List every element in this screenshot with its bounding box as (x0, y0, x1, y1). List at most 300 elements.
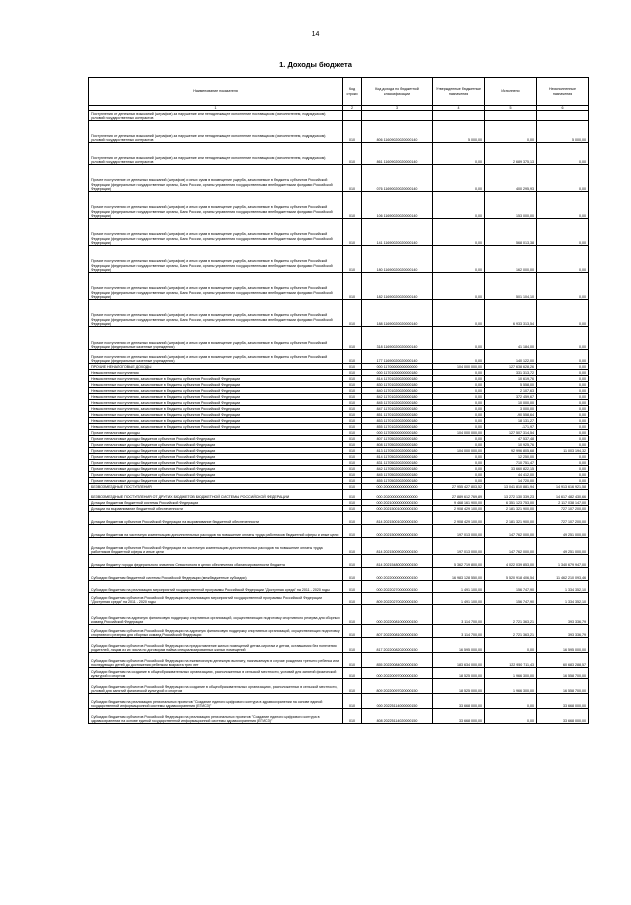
row-line-code: 010 (343, 460, 362, 466)
row-classification-code: 000 20220270000000150 (362, 581, 433, 593)
row-name: Невыясненные поступления (89, 370, 343, 376)
header-unexecuted: Неисполненные назначения (537, 78, 589, 106)
row-name: Невыясненные поступления, зачисляемые в бюджеты субъектов Российской Федерации (89, 412, 343, 418)
table-row (89, 490, 589, 500)
row-classification-code: 814 11701020020000180 (362, 376, 433, 382)
row-approved: 18 525 000,00 (433, 679, 485, 694)
row-executed: 2 107,63 (485, 388, 537, 394)
row-classification-code: 830 11701020020000180 (362, 382, 433, 388)
row-line-code: 010 (343, 436, 362, 442)
table-row (89, 709, 589, 724)
row-unexecuted: 1 334 352,10 (537, 593, 589, 605)
row-classification-code: 807 20220081020000150 (362, 625, 433, 638)
row-classification-code: 813 11705020020000180 (362, 448, 433, 454)
row-unexecuted: 393 336,79 (537, 625, 589, 638)
row-approved: 0,00 (433, 376, 485, 382)
row-executed: 710 751,47 (485, 460, 537, 466)
row-approved: 2 908 429 100,00 (433, 512, 485, 525)
row-executed: 10 619,76 (485, 376, 537, 382)
row-unexecuted: 0,00 (537, 430, 589, 436)
header-approved: Утвержденные бюджетные назначения (433, 78, 485, 106)
row-executed: 13 041 810 881,94 (485, 484, 537, 490)
row-executed: 122 950 711,43 (485, 653, 537, 668)
row-line-code: 010 (343, 525, 362, 538)
row-executed: 147 762 000,00 (485, 538, 537, 555)
row-name: Невыясненные поступления, зачисляемые в бюджеты субъектов Российской Федерации (89, 394, 343, 400)
row-line-code: 010 (343, 192, 362, 219)
row-approved: 0,00 (433, 370, 485, 376)
column-number: 2 (343, 106, 362, 111)
row-classification-code: 180 11690020020000140 (362, 246, 433, 273)
row-line-code: 010 (343, 246, 362, 273)
row-unexecuted: 0,00 (537, 376, 589, 382)
row-name: ПРОЧИЕ НЕНАЛОГОВЫЕ ДОХОДЫ (89, 364, 343, 370)
row-classification-code: 000 20210000000000150 (362, 500, 433, 506)
row-name: Прочие неналоговые доходы бюджетов субъектов Российской Федерации (89, 448, 343, 454)
row-classification-code: 845 11701020020000180 (362, 400, 433, 406)
row-line-code: 010 (343, 430, 362, 436)
row-name: Дотации бюджетам бюджетной системы Российской Федерации (89, 500, 343, 506)
row-unexecuted: 0,00 (537, 246, 589, 273)
row-name: Субсидии бюджетам бюджетной системы Российской Федерации (межбюджетные субсидии) (89, 568, 343, 581)
row-classification-code: 855 11705020020000180 (362, 478, 433, 484)
row-name: Прочие поступления от денежных взысканий (штрафов) и иных сумм в возмещение ущерба, зачисляемые в бюджеты субъектов Российской Федерации (федеральные государственные органы, Банк России, органы управления государственными внебюджетными фондами Российской Федерации) (89, 192, 343, 219)
row-unexecuted: 0,00 (537, 424, 589, 430)
row-unexecuted: 11 462 210 093,46 (537, 568, 589, 581)
row-classification-code: 318 11690020020000140 (362, 327, 433, 350)
table-row (89, 165, 589, 192)
table-row (89, 555, 589, 568)
row-classification-code: 000 11705000000000180 (362, 430, 433, 436)
row-name: Субсидии бюджетам субъектов Российской Федерации на создание в общеобразовательных организациях, расположенных в сельской местности, условий для занятий физической культурой и спортом (89, 679, 343, 694)
row-unexecuted: 1 340 679 947,00 (537, 555, 589, 568)
row-classification-code: 855 20220084020000150 (362, 653, 433, 668)
row-unexecuted: 33 668 000,00 (537, 709, 589, 724)
row-line-code: 010 (343, 219, 362, 246)
row-name: Субсидии бюджетам на реализацию региональных проектов "Создание единого цифрового контура в здравоохранении на основе единой государственной информационной системы здравоохранения (ЕГИСЗ)" (89, 694, 343, 709)
row-executed: 331 313,72 (485, 370, 537, 376)
row-classification-code: 000 11700000000000000 (362, 364, 433, 370)
row-unexecuted: 0,00 (537, 406, 589, 412)
table-row (89, 593, 589, 605)
row-name: Невыясненные поступления, зачисляемые в бюджеты субъектов Российской Федерации (89, 424, 343, 430)
row-unexecuted: 16 558 700,00 (537, 668, 589, 679)
row-approved: 0,00 (433, 165, 485, 192)
row-name: Субсидии бюджетам субъектов Российской Федерации на ежемесячную денежную выплату, назначаемую в случае рождения третьего ребенка или последующих детей до достижения ребенком возраста трех лет (89, 653, 343, 668)
row-name: Прочие поступления от денежных взысканий (штрафов) и иных сумм в возмещение ущерба, зачисляемые в бюджеты субъектов Российской Федерации (федеральные казенные учреждения) (89, 327, 343, 350)
row-unexecuted: 0,00 (537, 442, 589, 448)
row-name: Прочее поступление от денежных взысканий (штрафов) и иных сумм в возмещение ущерба, зачисляемые в бюджеты субъектов Российской Федерации (федеральные государственные органы, Банк России, органы управления государственными внебюджетными фондами Российской Федерации) (89, 165, 343, 192)
row-name: Дотации бюджету города федерального значения Севастополя в целях обеспечения сбалансированности бюджета (89, 555, 343, 568)
row-unexecuted: 0,00 (537, 436, 589, 442)
row-executed: 3 000,00 (485, 406, 537, 412)
row-approved: 0,00 (433, 327, 485, 350)
row-name: Дотации бюджетам субъектов Российской Федерации на частичную компенсацию дополнительных расходов на повышение оплаты труда работников бюджетной сферы и иные цели (89, 538, 343, 555)
page-title: 1. Доходы бюджета (279, 60, 352, 69)
row-unexecuted: 393 336,79 (537, 605, 589, 625)
table-row (89, 638, 589, 653)
column-number: 5 (485, 106, 537, 111)
row-name: Субсидии бюджетам на адресную финансовую поддержку спортивных организаций, осуществляющих подготовку спортивного резерва для сборных команд Российской Федерации (89, 605, 343, 625)
row-unexecuted: 0,00 (537, 466, 589, 472)
row-unexecuted: 1 334 352,10 (537, 581, 589, 593)
row-line-code: 010 (343, 418, 362, 424)
row-unexecuted: 0,00 (537, 400, 589, 406)
row-executed: 0,00 (485, 709, 537, 724)
row-unexecuted: 0,00 (537, 418, 589, 424)
row-classification-code (362, 111, 433, 121)
row-line-code: 010 (343, 538, 362, 555)
row-executed: 6 933 313,54 (485, 300, 537, 327)
row-executed: 372 459,67 (485, 394, 537, 400)
row-classification-code: 141 11690020020000140 (362, 219, 433, 246)
row-name: Прочие поступления от денежных взысканий (штрафов) и иных сумм в возмещение ущерба, зачисляемые в бюджеты субъектов Российской Федерации (федеральные государственные органы, Банк России, органы управления государственными внебюджетными фондами Российской Федерации) (89, 219, 343, 246)
table-body (89, 111, 589, 724)
row-unexecuted: 0,00 (537, 327, 589, 350)
table-row (89, 219, 589, 246)
row-approved: 0,00 (433, 143, 485, 165)
row-name: Прочие неналоговые доходы бюджетов субъектов Российской Федерации (89, 472, 343, 478)
table-row (89, 143, 589, 165)
row-classification-code: 809 20220270020000150 (362, 593, 433, 605)
row-classification-code: 861 11609020020000140 (362, 143, 433, 165)
row-unexecuted: 2 117 038 147,00 (537, 500, 589, 506)
row-line-code: 010 (343, 424, 362, 430)
row-name: Поступления от денежных взысканий (штрафов) за нарушение или ненадлежащее исполнение поставщиком (исполнителем, подрядчиком) условий государственных контрактов (89, 121, 343, 143)
row-approved: 5 000,00 (433, 121, 485, 143)
row-approved: 16 983 128 550,00 (433, 568, 485, 581)
row-line-code: 010 (343, 165, 362, 192)
table-row (89, 350, 589, 364)
row-unexecuted: 49 251 000,00 (537, 538, 589, 555)
row-unexecuted: 16 595 000,00 (537, 638, 589, 653)
row-unexecuted: 0,00 (537, 382, 589, 388)
row-executed: 47 537,48 (485, 436, 537, 442)
row-line-code: 010 (343, 327, 362, 350)
row-line-code: 010 (343, 442, 362, 448)
row-executed: 568 013,38 (485, 219, 537, 246)
row-line-code: 010 (343, 121, 362, 143)
budget-income-table (88, 77, 589, 724)
table-row (89, 679, 589, 694)
row-name: Прочие поступления от денежных взысканий (штрафов) и иных сумм в возмещение ущерба, зачисляемые в бюджеты субъектов Российской Федерации (федеральные государственные органы, Банк России, органы управления государственными внебюджетными фондами Российской Федерации) (89, 246, 343, 273)
row-approved: 27 955 427 803,52 (433, 484, 485, 490)
row-approved: 104 000 000,00 (433, 448, 485, 454)
row-classification-code: 000 20220081000000150 (362, 605, 433, 625)
row-executed: 153 000,00 (485, 192, 537, 219)
row-classification-code: 808 20225114020000150 (362, 709, 433, 724)
row-approved: 1 491 100,00 (433, 581, 485, 593)
row-name: Субсидии бюджетам на реализацию мероприятий государственной программы Российской Федерации "Доступная среда" на 2011 - 2020 годы (89, 581, 343, 593)
row-executed: 10 925,76 (485, 442, 537, 448)
row-executed: 156 747,90 (485, 593, 537, 605)
row-approved: 0,00 (433, 388, 485, 394)
table-row (89, 605, 589, 625)
row-line-code: 010 (343, 406, 362, 412)
row-unexecuted: 0,00 (537, 370, 589, 376)
row-line-code: 010 (343, 478, 362, 484)
row-unexecuted: 0,00 (537, 388, 589, 394)
row-executed: 127 638 628,26 (485, 364, 537, 370)
header-classification-code: Код дохода по бюджетной классификации (362, 78, 433, 106)
row-line-code (343, 111, 362, 121)
row-name: Прочие поступления от денежных взысканий (штрафов) и иных сумм в возмещение ущерба, зачисляемые в бюджеты субъектов Российской Федерации (федеральные государственные органы, Банк России, органы управления государственными внебюджетными фондами Российской Федерации) (89, 300, 343, 327)
row-classification-code: 855 11701020020000180 (362, 424, 433, 430)
row-classification-code: 851 11701020020000180 (362, 412, 433, 418)
row-executed: 14 720,00 (485, 478, 537, 484)
row-executed: 44 412,00 (485, 472, 537, 478)
table-row (89, 273, 589, 300)
row-approved: 0,00 (433, 219, 485, 246)
row-approved: 197 013 000,00 (433, 525, 485, 538)
row-name: Дотации бюджетам на частичную компенсацию дополнительных расходов на повышение оплаты труда работников бюджетной сферы и иные цели (89, 525, 343, 538)
row-approved: 16 595 000,00 (433, 638, 485, 653)
row-executed: 33 660 822,15 (485, 466, 537, 472)
row-approved: 0,00 (433, 442, 485, 448)
row-classification-code: 814 20215009020000150 (362, 538, 433, 555)
row-unexecuted: 49 251 000,00 (537, 525, 589, 538)
row-classification-code: 188 11690020020000140 (362, 300, 433, 327)
row-unexecuted: 16 558 700,00 (537, 679, 589, 694)
row-name: Невыясненные поступления, зачисляемые в бюджеты субъектов Российской Федерации (89, 382, 343, 388)
row-classification-code: 840 11701020020000180 (362, 388, 433, 394)
row-line-code: 010 (343, 593, 362, 605)
table-row (89, 653, 589, 668)
row-name: Прочие поступления от денежных взысканий (штрафов) и иных сумм в возмещение ущерба, зачисляемые в бюджеты субъектов Российской Федерации (федеральные казенные учреждения) (89, 350, 343, 364)
row-executed: 1 966 300,00 (485, 668, 537, 679)
row-line-code: 010 (343, 581, 362, 593)
row-name: Поступления от денежных взысканий (штрафов) за нарушение или ненадлежащее исполнение поставщиком (исполнителем, подрядчиком) условий государственных контрактов (89, 111, 343, 121)
row-executed: 41 184,00 (485, 327, 537, 350)
row-executed: 13 272 130 339,23 (485, 490, 537, 500)
row-classification-code: 817 20220082020000150 (362, 638, 433, 653)
row-executed: 5 558,00 (485, 382, 537, 388)
row-unexecuted: 0,00 (537, 454, 589, 460)
row-executed: 92 996 805,68 (485, 448, 537, 454)
row-unexecuted: 5 000,00 (537, 121, 589, 143)
row-unexecuted: 0,00 (537, 394, 589, 400)
row-name: Субсидии бюджетам субъектов Российской Федерации на реализацию региональных проектов "Создание единого цифрового контура в здравоохранении на основе единой государственной информационной системы здравоохранения (ЕГИСЗ)" (89, 709, 343, 724)
row-line-code: 010 (343, 300, 362, 327)
row-name: Невыясненные поступления, зачисляемые в бюджеты субъектов Российской Федерации (89, 418, 343, 424)
row-executed: 2 721 363,21 (485, 605, 537, 625)
row-executed: 162 000,00 (485, 246, 537, 273)
table-row (89, 300, 589, 327)
row-approved (433, 111, 485, 121)
row-line-code: 010 (343, 679, 362, 694)
row-classification-code: 809 20220097020000150 (362, 679, 433, 694)
row-executed: 4 022 039 853,00 (485, 555, 537, 568)
row-executed: 12 250,00 (485, 454, 537, 460)
row-classification-code: 853 11701020020000180 (362, 418, 433, 424)
row-classification-code: 814 11705020020000180 (362, 454, 433, 460)
table-row (89, 525, 589, 538)
row-name: Невыясненные поступления, зачисляемые в бюджеты субъектов Российской Федерации (89, 388, 343, 394)
row-name: Прочие неналоговые доходы бюджетов субъектов Российской Федерации (89, 478, 343, 484)
page-number: 14 (311, 31, 320, 38)
row-approved: 18 525 000,00 (433, 668, 485, 679)
row-classification-code: 814 20215480020000150 (362, 555, 433, 568)
row-classification-code: 177 11690020020000140 (362, 350, 433, 364)
row-line-code: 010 (343, 668, 362, 679)
row-name: Прочие неналоговые доходы бюджетов субъектов Российской Федерации (89, 436, 343, 442)
row-unexecuted: 14 913 616 921,58 (537, 484, 589, 490)
row-name: Дотации бюджетам субъектов Российской Федерации на выравнивание бюджетной обеспеченности (89, 512, 343, 525)
row-approved: 0,00 (433, 436, 485, 442)
row-executed: 127 507 314,54 (485, 430, 537, 436)
row-classification-code: 000 20215009000000150 (362, 525, 433, 538)
row-name: Прочие неналоговые доходы бюджетов субъектов Российской Федерации (89, 466, 343, 472)
row-unexecuted: 14 617 482 430,66 (537, 490, 589, 500)
column-number: 3 (362, 106, 433, 111)
table-row (89, 121, 589, 143)
table-row (89, 246, 589, 273)
row-line-code: 010 (343, 394, 362, 400)
row-executed: 0,00 (485, 121, 537, 143)
row-executed: 156 747,90 (485, 581, 537, 593)
row-executed: 0,00 (485, 694, 537, 709)
row-unexecuted: 0,00 (537, 460, 589, 466)
row-executed: 2 721 363,21 (485, 625, 537, 638)
row-name: Невыясненные поступления, зачисляемые в бюджеты субъектов Российской Федерации (89, 400, 343, 406)
table-row (89, 327, 589, 350)
row-unexecuted: 0,00 (537, 300, 589, 327)
row-unexecuted (537, 111, 589, 121)
row-unexecuted: 11 003 194,32 (537, 448, 589, 454)
row-approved: 2 908 429 100,00 (433, 506, 485, 512)
row-line-code: 010 (343, 709, 362, 724)
row-approved: 0,00 (433, 472, 485, 478)
table-row (89, 694, 589, 709)
row-approved: 0,00 (433, 424, 485, 430)
row-executed: 2 181 321 900,00 (485, 512, 537, 525)
row-name: Субсидии бюджетам субъектов Российской Федерации на адресную финансовую поддержку спортивных организаций, осуществляющих подготовку спортивного резерва для сборных команд Российской Федерации (89, 625, 343, 638)
row-name: Поступления от денежных взысканий (штрафов) за нарушение или ненадлежащее исполнение поставщиком (исполнителем, подрядчиком) условий государственных контрактов (89, 143, 343, 165)
row-executed: 1 966 300,00 (485, 679, 537, 694)
row-name: Прочие неналоговые доходы (89, 430, 343, 436)
row-classification-code: 000 20000000000000000 (362, 484, 433, 490)
row-approved: 0,00 (433, 394, 485, 400)
row-unexecuted: 727 107 200,00 (537, 506, 589, 512)
header-line-code: Код строки (343, 78, 362, 106)
row-line-code: 010 (343, 370, 362, 376)
row-classification-code: 000 20200000000000000 (362, 490, 433, 500)
row-approved: 0,00 (433, 460, 485, 466)
row-line-code: 010 (343, 605, 362, 625)
row-approved: 0,00 (433, 382, 485, 388)
row-approved: 0,00 (433, 412, 485, 418)
row-line-code: 010 (343, 653, 362, 668)
row-unexecuted: 33 668 000,00 (537, 694, 589, 709)
row-line-code: 010 (343, 454, 362, 460)
row-line-code: 010 (343, 512, 362, 525)
row-line-code: 010 (343, 466, 362, 472)
row-unexecuted: 0,00 (537, 478, 589, 484)
row-executed: 2 689 375,13 (485, 143, 537, 165)
column-number: 4 (433, 106, 485, 111)
row-classification-code: 831 11705020020000180 (362, 460, 433, 466)
row-approved: 0,00 (433, 273, 485, 300)
row-classification-code: 845 11705020020000180 (362, 472, 433, 478)
table-row (89, 512, 589, 525)
table-row (89, 581, 589, 593)
table-row (89, 625, 589, 638)
row-line-code: 010 (343, 382, 362, 388)
row-approved: 27 889 612 769,89 (433, 490, 485, 500)
row-approved: 3 114 700,00 (433, 605, 485, 625)
row-executed: 18 131,27 (485, 418, 537, 424)
row-approved: 104 000 000,00 (433, 364, 485, 370)
row-name: Прочие неналоговые доходы бюджетов субъектов Российской Федерации (89, 460, 343, 466)
row-approved: 0,00 (433, 418, 485, 424)
row-approved: 197 013 000,00 (433, 538, 485, 555)
column-number: 6 (537, 106, 589, 111)
row-approved: 0,00 (433, 400, 485, 406)
row-line-code: 010 (343, 694, 362, 709)
row-unexecuted: 0,00 (537, 143, 589, 165)
row-approved: 0,00 (433, 350, 485, 364)
row-line-code: 010 (343, 400, 362, 406)
row-executed: 10 000,00 (485, 400, 537, 406)
table-row (89, 111, 589, 121)
row-approved: 0,00 (433, 300, 485, 327)
row-approved: 183 634 000,00 (433, 653, 485, 668)
row-classification-code: 076 11690020020000140 (362, 165, 433, 192)
row-approved: 1 491 100,00 (433, 593, 485, 605)
row-executed: 147 762 000,00 (485, 525, 537, 538)
row-line-code: 010 (343, 448, 362, 454)
row-approved: 104 000 000,00 (433, 430, 485, 436)
row-line-code: 010 (343, 490, 362, 500)
row-line-code: 010 (343, 638, 362, 653)
row-name: Невыясненные поступления, зачисляемые в бюджеты субъектов Российской Федерации (89, 376, 343, 382)
row-line-code: 010 (343, 412, 362, 418)
row-classification-code: 000 20220097000000150 (362, 668, 433, 679)
header-executed: Исполнено (485, 78, 537, 106)
row-executed: 2 181 321 900,00 (485, 506, 537, 512)
row-name: Субсидии бюджетам субъектов Российской Федерации на предоставление жилых помещений детям-сиротам и детям, оставшимся без попечения родителей, лицам из их числа по договорам найма специализированных жилых помещений (89, 638, 343, 653)
row-classification-code: 000 20220000000000150 (362, 568, 433, 581)
row-classification-code: 842 11701020020000180 (362, 394, 433, 400)
row-classification-code: 000 11701000000000180 (362, 370, 433, 376)
row-line-code: 010 (343, 143, 362, 165)
row-unexecuted: 0,00 (537, 472, 589, 478)
row-executed: 501 104,10 (485, 273, 537, 300)
row-approved: 33 668 000,00 (433, 709, 485, 724)
row-classification-code: 000 20215001000000150 (362, 506, 433, 512)
header-name: Наименование показателя (89, 78, 343, 106)
row-unexecuted: 0,00 (537, 165, 589, 192)
table-row (89, 668, 589, 679)
row-line-code: 010 (343, 568, 362, 581)
row-name: Прочие поступления от денежных взысканий (штрафов) и иных сумм в возмещение ущерба, зачисляемые в бюджеты субъектов Российской Федерации (федеральные государственные органы, Банк России, органы управления государственными внебюджетными фондами Российской Федерации) (89, 273, 343, 300)
row-line-code: 010 (343, 472, 362, 478)
table-row (89, 568, 589, 581)
row-line-code: 010 (343, 625, 362, 638)
row-approved: 33 668 000,00 (433, 694, 485, 709)
row-classification-code: 842 11705020020000180 (362, 466, 433, 472)
row-name: Субсидии бюджетам субъектов Российской Федерации на реализацию мероприятий государственной программы Российской Федерации "Доступная среда" на 2011 - 2020 годы (89, 593, 343, 605)
row-approved: 0,00 (433, 478, 485, 484)
row-unexecuted: 727 107 200,00 (537, 512, 589, 525)
row-executed: 5 520 918 406,54 (485, 568, 537, 581)
row-classification-code: 847 11701020020000180 (362, 406, 433, 412)
row-name: Прочие неналоговые доходы бюджетов субъектов Российской Федерации (89, 454, 343, 460)
row-classification-code: 807 11705020020000180 (362, 436, 433, 442)
row-approved: 5 362 719 800,00 (433, 555, 485, 568)
row-approved: 0,00 (433, 406, 485, 412)
row-classification-code: 182 11690020020000140 (362, 273, 433, 300)
